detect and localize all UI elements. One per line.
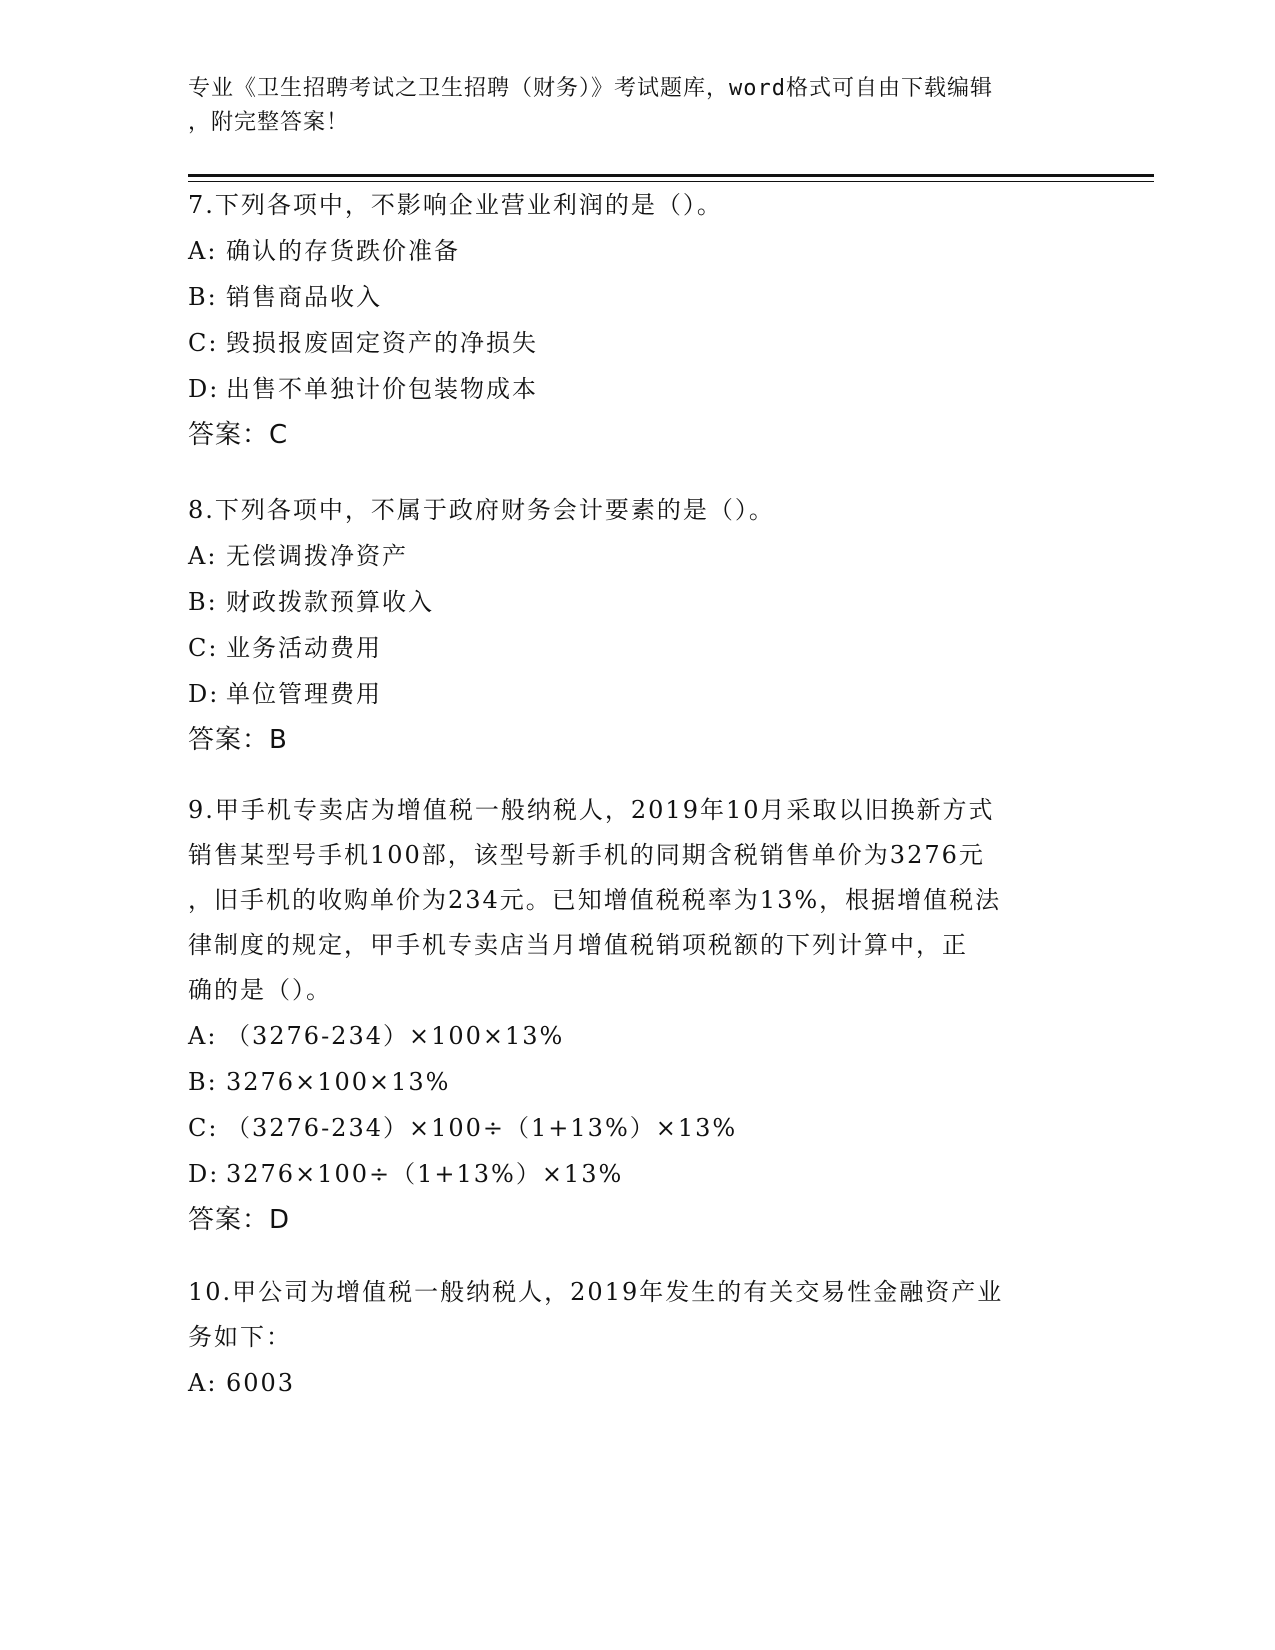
option-text: （3276-234）×100÷（1+13%）×13%: [226, 1114, 738, 1142]
answer: 答案：B: [188, 725, 288, 755]
answer: 答案：C: [188, 420, 289, 450]
option-label: D:: [188, 1160, 220, 1188]
document-header: [188, 72, 1088, 140]
header-line-2: ，附完整答案！: [188, 110, 350, 135]
question-9: [188, 788, 1088, 1243]
option-label: D:: [188, 375, 220, 403]
option-label: A:: [188, 1369, 218, 1397]
option-b: [188, 579, 1088, 625]
option-label: A:: [188, 237, 218, 265]
question-7: [188, 182, 1088, 458]
option-label: C:: [188, 1114, 219, 1142]
option-label: C:: [188, 329, 219, 357]
question-10: [188, 1270, 1088, 1406]
option-c: [188, 1105, 1088, 1151]
option-text: 销售商品收入: [226, 283, 382, 311]
option-c: [188, 625, 1088, 671]
option-d: [188, 366, 1088, 412]
option-label: D:: [188, 680, 220, 708]
stem-line: 10.甲公司为增值税一般纳税人，2019年发生的有关交易性金融资产业: [188, 1278, 1004, 1306]
option-text: 3276×100÷（1+13%）×13%: [226, 1160, 624, 1188]
option-a: [188, 1013, 1088, 1059]
option-a: [188, 533, 1088, 579]
question-stem: 7.下列各项中，不影响企业营业利润的是（）。: [188, 191, 723, 219]
option-a: [188, 228, 1088, 274]
stem-line: 律制度的规定，甲手机专卖店当月增值税销项税额的下列计算中，正: [188, 931, 968, 959]
header-line-1: 专业《卫生招聘考试之卫生招聘（财务）》考试题库，word格式可自由下载编辑: [188, 76, 993, 101]
option-text: 单位管理费用: [226, 680, 382, 708]
option-label: A:: [188, 1022, 218, 1050]
stem-line: 销售某型号手机100部，该型号新手机的同期含税销售单价为3276元: [188, 841, 985, 869]
option-label: C:: [188, 634, 219, 662]
option-text: 确认的存货跌价准备: [226, 237, 460, 265]
question-stem: [188, 1270, 1078, 1360]
option-text: 出售不单独计价包装物成本: [226, 375, 538, 403]
option-text: 财政拨款预算收入: [226, 588, 434, 616]
option-text: 3276×100×13%: [226, 1068, 451, 1096]
stem-line: ，旧手机的收购单价为234元。已知增值税税率为13%，根据增值税法: [188, 886, 1002, 914]
option-label: B:: [188, 588, 218, 616]
option-a: [188, 1360, 1088, 1406]
option-d: [188, 1151, 1088, 1197]
stem-line: 9.甲手机专卖店为增值税一般纳税人，2019年10月采取以旧换新方式: [188, 796, 995, 824]
option-b: [188, 1059, 1088, 1105]
option-text: 无偿调拨净资产: [226, 542, 408, 570]
option-c: [188, 320, 1088, 366]
answer: 答案：D: [188, 1205, 291, 1235]
question-8: [188, 487, 1088, 763]
question-stem: [188, 788, 1078, 1013]
option-text: 毁损报废固定资产的净损失: [226, 329, 538, 357]
option-label: A:: [188, 542, 218, 570]
stem-line: 务如下：: [188, 1323, 292, 1351]
question-stem: 8.下列各项中，不属于政府财务会计要素的是（）。: [188, 496, 775, 524]
option-b: [188, 274, 1088, 320]
option-label: B:: [188, 1068, 218, 1096]
option-label: B:: [188, 283, 218, 311]
header-divider-thick: [188, 174, 1154, 177]
option-text: 业务活动费用: [226, 634, 382, 662]
option-text: 6003: [226, 1369, 296, 1397]
option-text: （3276-234）×100×13%: [226, 1022, 565, 1050]
option-d: [188, 671, 1088, 717]
stem-line: 确的是（）。: [188, 976, 332, 1004]
